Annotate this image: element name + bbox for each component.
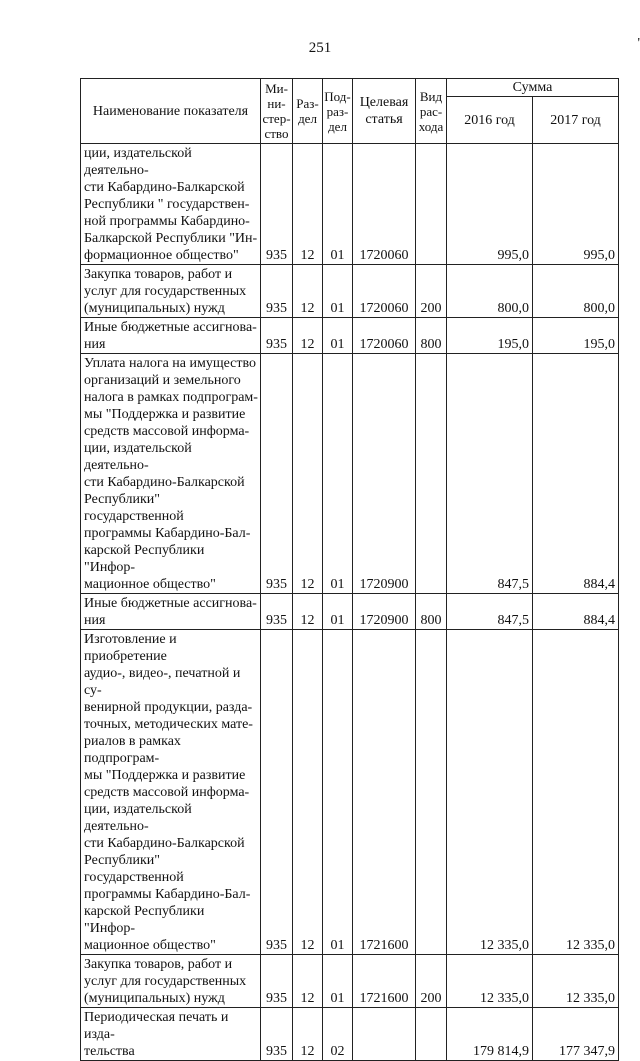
table-header: [81, 79, 619, 144]
table-body: [81, 144, 619, 1061]
row-subsection: 01: [323, 265, 353, 318]
page-corner-mark: ': [637, 36, 640, 51]
row-ministry: 935: [261, 1008, 293, 1061]
row-expense-type: 200: [416, 265, 447, 318]
row-sum-2017: 995,0: [533, 144, 619, 265]
header-sum: Сумма: [447, 79, 619, 97]
table-row: [81, 594, 619, 630]
row-sum-2017: 884,4: [533, 594, 619, 630]
table-row: [81, 955, 619, 1008]
row-name: ции, издательской деятельно- сти Кабардино-Балкарской Республики " государствен- ной программы Кабардино- Балкарской Республики "Ин- формационное общество": [81, 144, 261, 265]
row-sum-2017: 177 347,9: [533, 1008, 619, 1061]
row-section: 12: [293, 1008, 323, 1061]
row-subsection: 01: [323, 955, 353, 1008]
header-name: Наименование показателя: [81, 79, 261, 144]
row-article: 1720060: [353, 265, 416, 318]
row-sum-2017: 12 335,0: [533, 955, 619, 1008]
row-article: 1720060: [353, 318, 416, 354]
row-subsection: 01: [323, 594, 353, 630]
row-article: 1721600: [353, 630, 416, 955]
table-row: [81, 265, 619, 318]
row-ministry: 935: [261, 594, 293, 630]
row-section: 12: [293, 265, 323, 318]
budget-table: [80, 78, 619, 1061]
row-ministry: 935: [261, 265, 293, 318]
row-article: 1720060: [353, 144, 416, 265]
table-row: [81, 144, 619, 265]
table-row: [81, 318, 619, 354]
row-ministry: 935: [261, 144, 293, 265]
row-subsection: 01: [323, 354, 353, 594]
row-ministry: 935: [261, 955, 293, 1008]
row-ministry: 935: [261, 354, 293, 594]
row-expense-type: 800: [416, 594, 447, 630]
row-name: Закупка товаров, работ и услуг для государственных (муниципальных) нужд: [81, 265, 261, 318]
row-section: 12: [293, 594, 323, 630]
row-sum-2017: 884,4: [533, 354, 619, 594]
row-name: Иные бюджетные ассигнова- ния: [81, 594, 261, 630]
row-expense-type: [416, 630, 447, 955]
row-name: Закупка товаров, работ и услуг для государственных (муниципальных) нужд: [81, 955, 261, 1008]
row-section: 12: [293, 144, 323, 265]
row-expense-type: 800: [416, 318, 447, 354]
row-expense-type: [416, 1008, 447, 1061]
row-sum-2017: 195,0: [533, 318, 619, 354]
row-sum-2016: 179 814,9: [447, 1008, 533, 1061]
row-name: Уплата налога на имущество организаций и земельного налога в рамках подпрограм- мы "Поддержка и развитие средств массовой информа- ции, издательской деятельно- сти Кабардино-Балкарской Республики" государственной программы Кабардино-Бал- карской Республики "Инфор- мационное общество": [81, 354, 261, 594]
row-section: 12: [293, 318, 323, 354]
row-sum-2016: 12 335,0: [447, 630, 533, 955]
row-expense-type: 200: [416, 955, 447, 1008]
row-sum-2016: 847,5: [447, 354, 533, 594]
row-ministry: 935: [261, 630, 293, 955]
row-sum-2016: 12 335,0: [447, 955, 533, 1008]
row-section: 12: [293, 354, 323, 594]
row-sum-2016: 195,0: [447, 318, 533, 354]
row-subsection: 01: [323, 630, 353, 955]
row-sum-2016: 800,0: [447, 265, 533, 318]
header-section: Раз- дел: [293, 79, 323, 144]
row-article: [353, 1008, 416, 1061]
row-subsection: 01: [323, 144, 353, 265]
row-article: 1721600: [353, 955, 416, 1008]
row-sum-2017: 800,0: [533, 265, 619, 318]
row-section: 12: [293, 955, 323, 1008]
row-sum-2016: 995,0: [447, 144, 533, 265]
row-name: Иные бюджетные ассигнова- ния: [81, 318, 261, 354]
table-row: [81, 630, 619, 955]
row-name: Периодическая печать и изда- тельства: [81, 1008, 261, 1061]
row-name: Изготовление и приобретение аудио-, видео-, печатной и су- венирной продукции, разда- точных, методических мате- риалов в рамках подпрограм- мы "Поддержка и развитие средств массовой информа- ции, издательской деятельно- сти Кабардино-Балкарской Республики" государственной программы Кабардино-Бал- карской Республики "Инфор- мационное общество": [81, 630, 261, 955]
row-expense-type: [416, 354, 447, 594]
header-target-article: Целевая статья: [353, 79, 416, 144]
row-article: 1720900: [353, 354, 416, 594]
row-expense-type: [416, 144, 447, 265]
page-number: 251: [308, 40, 332, 56]
header-expense-type: Вид рас- хода: [416, 79, 447, 144]
table-row: [81, 1008, 619, 1061]
row-subsection: 01: [323, 318, 353, 354]
row-sum-2016: 847,5: [447, 594, 533, 630]
row-subsection: 02: [323, 1008, 353, 1061]
header-ministry: Ми- ни- стер- ство: [261, 79, 293, 144]
row-article: 1720900: [353, 594, 416, 630]
row-sum-2017: 12 335,0: [533, 630, 619, 955]
header-subsection: Под- раз- дел: [323, 79, 353, 144]
row-ministry: 935: [261, 318, 293, 354]
table-row: [81, 354, 619, 594]
row-section: 12: [293, 630, 323, 955]
header-year-2016: 2016 год: [447, 97, 533, 144]
header-year-2017: 2017 год: [533, 97, 619, 144]
